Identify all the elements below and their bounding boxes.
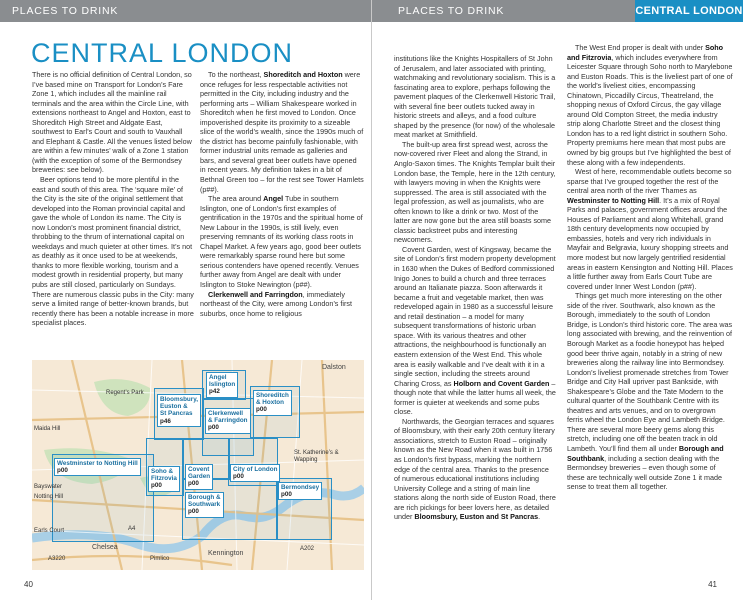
- page-number-left: 40: [24, 580, 33, 589]
- bold-term: Holborn and Covent Garden: [453, 378, 550, 388]
- page-number-right: 41: [708, 580, 717, 589]
- page-title: CENTRAL LONDON: [31, 38, 294, 68]
- paragraph-text: West of here, recommendable outlets become so sparse that I’ve grouped together the rest of the central area north of the river Thames as: [567, 167, 732, 196]
- bold-term: Soho and Fitzrovia: [567, 43, 724, 62]
- right-header-text: PLACES TO DRINK: [398, 5, 505, 17]
- map-label-pimlico: Pimlico: [150, 556, 170, 562]
- zone-label-angel[interactable]: [206, 372, 238, 398]
- paragraph: There is no official definition of Central London, so I’ve based mine on Transport for London’s Fare Zone 1, which includes all the mainline rail terminals and the area within the Circle Line, with extensions northeast to Angel and Hoxton, east to Shoreditch High Street and Aldgate East, southwest to Earl’s Court and south to Vauxhall and Elephant & Castle. All the venues listed below are within a few minutes’ walk of a Zone 1 station (with the exception of some of the Bermondsey breweries: see below).: [32, 70, 192, 175]
- bold-term: Shoreditch and Hoxton: [263, 70, 343, 79]
- map-label-earls-court: Earls Court: [34, 528, 65, 534]
- paragraph-text: Covent Garden, west of Kingsway, became the site of London’s first modern property development in 1630 when the Dukes of Bedford commissioned Inigo Jones to build a church and three terraces around an Italianate piazza. Soon afterwards it became a fruit and vegetable market, then was redeveloped again in 1980 as a successful leisure and retail destination – a model for many subsequent transformations of historic urban space. With its various theatres and other attractions, the neighbourhood is functionally an eastern extension of the West End. This whole area is easily walkable and I’ve dealt with it in a single section, including the streets around Charing Cross, as: [394, 244, 556, 388]
- paragraph: [567, 291, 733, 491]
- zone-name: Bermondsey: [281, 484, 320, 491]
- zone-label-westminster[interactable]: [54, 458, 141, 476]
- paragraph-text: The West End proper is dealt with under: [575, 43, 706, 52]
- map-label-road-a4: A4: [128, 526, 136, 532]
- map-label-bayswater: Bayswater: [34, 484, 63, 490]
- zone-name: Shoreditch & Hoxton: [256, 392, 289, 407]
- paragraph: [394, 417, 556, 522]
- bold-term: Clerkenwell and Farringdon: [208, 289, 303, 299]
- right-running-header: [372, 0, 743, 22]
- paragraph-text: The built-up area first spread west, across the now-covered river Fleet and along the Strand, in Anglo-Saxon times. The Knights Templar built their London base, the Temple, here in the 12th century, with lawyers moving in when the Knights were suppressed. The area is still associated with the legal profession, as well as journalists, who are often known to like a drink or two. Most of the latter are now gone but the area still boasts some classic backstreet pubs and interesting newcomers.: [394, 139, 556, 245]
- zone-page: p46: [160, 417, 171, 425]
- section-tab: CENTRAL LONDON: [635, 0, 743, 22]
- right-column-d: [567, 43, 733, 492]
- zone-page: p42: [209, 388, 220, 396]
- map-label-kennington: Kennington: [208, 550, 244, 557]
- paragraph-text: were once refuges for less respectable activities not permitted in the City, including industry and the performing arts – William Shakespeare worked in Shoreditch when he first moved to London. Once impoverished despite its proximity to a sizeable slice of the world’s wealth, since the 1990s much of the district has become painfully fashionable, with former industrial units remade as galleries and bars, and several great beer outlets have opened in recent years. My definition takes in a bit of Bethnal Green too – for the rest see Tower Hamlets (p##).: [200, 70, 364, 194]
- regents-park-shape: [94, 379, 150, 416]
- zone-name: Soho & Fitzrovia: [151, 468, 177, 483]
- map-label-road-a202: A202: [300, 546, 315, 552]
- paragraph-text: , including a section dealing with the Bermondsey breweries – even though some of these are technically well outside Zone 1 it made sense to treat them all together.: [567, 453, 723, 492]
- zone-page: p00: [208, 424, 219, 432]
- paragraph: [567, 43, 733, 167]
- map-label-dalston: Dalston: [322, 364, 346, 371]
- paragraph-text: , immediately northeast of the City, were among London’s first suburbs, once home to religious: [200, 289, 352, 318]
- right-column-c: [394, 54, 556, 522]
- right-page: [372, 0, 743, 600]
- map-label-st-katherines: St. Katherine’s & Wapping: [294, 450, 339, 463]
- paragraph-text: .: [538, 512, 541, 522]
- zone-page: p00: [57, 467, 68, 475]
- paragraph: [32, 175, 194, 328]
- zone-name: Westminster to Notting Hill: [57, 460, 138, 467]
- zone-label-bermondsey[interactable]: [278, 482, 322, 500]
- paragraph: [567, 167, 733, 291]
- paragraph: [200, 194, 364, 289]
- bold-term: Borough and Southbank: [567, 443, 724, 463]
- zone-page: p00: [188, 508, 199, 516]
- paragraph-text: – though note that while the latter hums all week, the former is quieter at weekends and some pubs close.: [394, 378, 556, 417]
- map-label-regents-park: Regent’s Park: [106, 390, 144, 396]
- zone-name: City of London: [233, 466, 278, 473]
- map-label-notting-hill: Notting Hill: [34, 494, 64, 500]
- paragraph-text: Things get much more interesting on the other side of the river. Southwark, also known as the Borough, immediately to the south of London Bridge, is London’s third historic core. The area was long associated with brewing, and the reinvention of Borough Market as a foodie honeypot has helped good beer thrive again, notably in a string of new breweries along the railway line into Bermondsey. London’s liveliest promenade stretches from Tower Bridge and City Hall upriver past Bankside, with Shakespeare’s Globe and the Tate Modern to the cultural quarter of the Southbank Centre with its theatres and arts venues, and on to overgrown ferris wheel the London Eye and Lambeth Bridge. There are several more beery gems along this stretch, including one off the beaten track in old Lambeth. You’ll find them all under: [567, 291, 733, 453]
- left-column-b: [200, 70, 364, 318]
- left-running-header: [0, 0, 371, 22]
- zone-page: p00: [281, 491, 292, 499]
- paragraph: [394, 140, 556, 245]
- zone-page: p00: [256, 406, 267, 414]
- paragraph: [394, 54, 556, 140]
- map-label-maida-hill: Maida Hill: [34, 426, 61, 432]
- paragraph-text: To the northeast,: [208, 70, 264, 79]
- left-page: [0, 0, 371, 600]
- paragraph-text: Beer options tend to be more plentiful in the east and south of this area. The ‘square mile’ of the City is the site of the original settlement that developed into the Roman provincial capital and gave the whole of London its name. The City is now London’s most prominent financial district, throbbing to the thrum of international capital on weekdays and much quieter at other times. It’s not as deathly as it once used to be at weekends, thanks to more flexible working, tourism and a modest growth in residential property, but many pubs are still closed, particularly on Sundays. There are numerous classic pubs in the City: many serve a limited range of better-known brands, but recently there has been a notable increase in more specialist places.: [32, 175, 194, 328]
- paragraph-text: Tube in southern Islington, one of London’s first examples of gentrification in the 1970s and the spiritual home of New Labour in the 1990s, is still lively, even preserving remnants of its working class roots in Chapel Market. A few years ago, good beer outlets were remarkably sparse round here but some serious contenders have opened recently. Venues further away from Angel are dealt with under Islington to Stoke Newington (p##).: [200, 194, 363, 290]
- zone-name: Covent Garden: [188, 466, 211, 481]
- central-london-map: [32, 360, 364, 570]
- paragraph-text: The area around: [208, 194, 264, 204]
- bold-term: Bloomsbury, Euston and St Pancras: [414, 512, 539, 522]
- paragraph-text: Northwards, the Georgian terraces and squares of Bloomsbury, with their early 20th century literary associations, stretch to Euston Road – originally known as the New Road when it was built in 1756 as London’s first bypass, marking the northern edge of the central area. Thanks to the presence of numerous educational institutions including University College and a string of main line stations along the north side of Euston Road, there are rich pickings for beer lovers here, as detailed under: [394, 416, 556, 522]
- map-label-chelsea: Chelsea: [92, 544, 118, 551]
- paragraph: [200, 290, 364, 319]
- zone-label-clerkenwell[interactable]: [205, 408, 251, 434]
- paragraph-text: institutions like the Knights Hospitallers of St John of Jerusalem, and later associated with printing, watchmaking and revolutionary socialism. This is a fascinating area to explore, perhaps following the pavement plaques of the Clerkenwell Historic Trail, with several fine beer outlets tucked away in historic streets and alleys, and a food culture shaped by the presence (for now) of the wholesale meat market at Smithfield.: [394, 54, 556, 140]
- zone-page: p00: [151, 482, 162, 490]
- left-header-text: PLACES TO DRINK: [12, 5, 119, 17]
- zone-name: Angel Islington: [209, 374, 236, 389]
- zone-label-shoreditch[interactable]: [253, 390, 292, 416]
- zone-label-soho[interactable]: [148, 466, 180, 492]
- map-label-road-a3220: A3220: [48, 556, 66, 562]
- zone-name: Bloomsbury, Euston & St Pancras: [160, 396, 199, 418]
- zone-label-bloomsbury[interactable]: [157, 394, 201, 427]
- zone-page: p00: [233, 473, 244, 481]
- zone-label-city[interactable]: [230, 464, 280, 482]
- zone-label-borough[interactable]: [185, 492, 224, 518]
- zone-page: p00: [188, 480, 199, 488]
- paragraph: [200, 70, 364, 194]
- paragraph: [394, 245, 556, 417]
- bold-term: Angel: [263, 194, 284, 204]
- zone-name: Borough & Southwark: [188, 494, 221, 509]
- paragraph-text: . It’s a mix of Royal Parks and palaces, government offices around the Houses of Parliament and along Whitehall, grand 18th century developments now occupied by embassies, hotels and very rich individuals in Mayfair and Belgravia, luxury shopping streets and more modest but now largely gentrified residential areas in eastern Kensington and Notting Hill. Places a little further away from Earls Court Tube are covered under Inner West London (p##).: [567, 195, 733, 291]
- paragraph-text: , which includes everywhere from Leicester Square through Soho north to Marylebone and Euston Roads. This is the liveliest part of one of the world’s liveliest cities, encompassing Chinatown, Piccadilly Circus, Theatreland, the shopping nexus of Oxford Circus, the gay village around Old Compton Street, the media industry strip along Charlotte Street and the closest thing London has to a red light district in southern Soho. Property premiums here mean that most pubs are owned by big groups but I’ve highlighted the best of these along with a few independents.: [567, 52, 733, 167]
- bold-term: Westminster to Notting Hill: [567, 195, 660, 205]
- left-column-a: [32, 70, 194, 328]
- zone-name: Clerkenwell & Farringdon: [208, 410, 248, 425]
- zone-label-covent-garden[interactable]: [185, 464, 213, 490]
